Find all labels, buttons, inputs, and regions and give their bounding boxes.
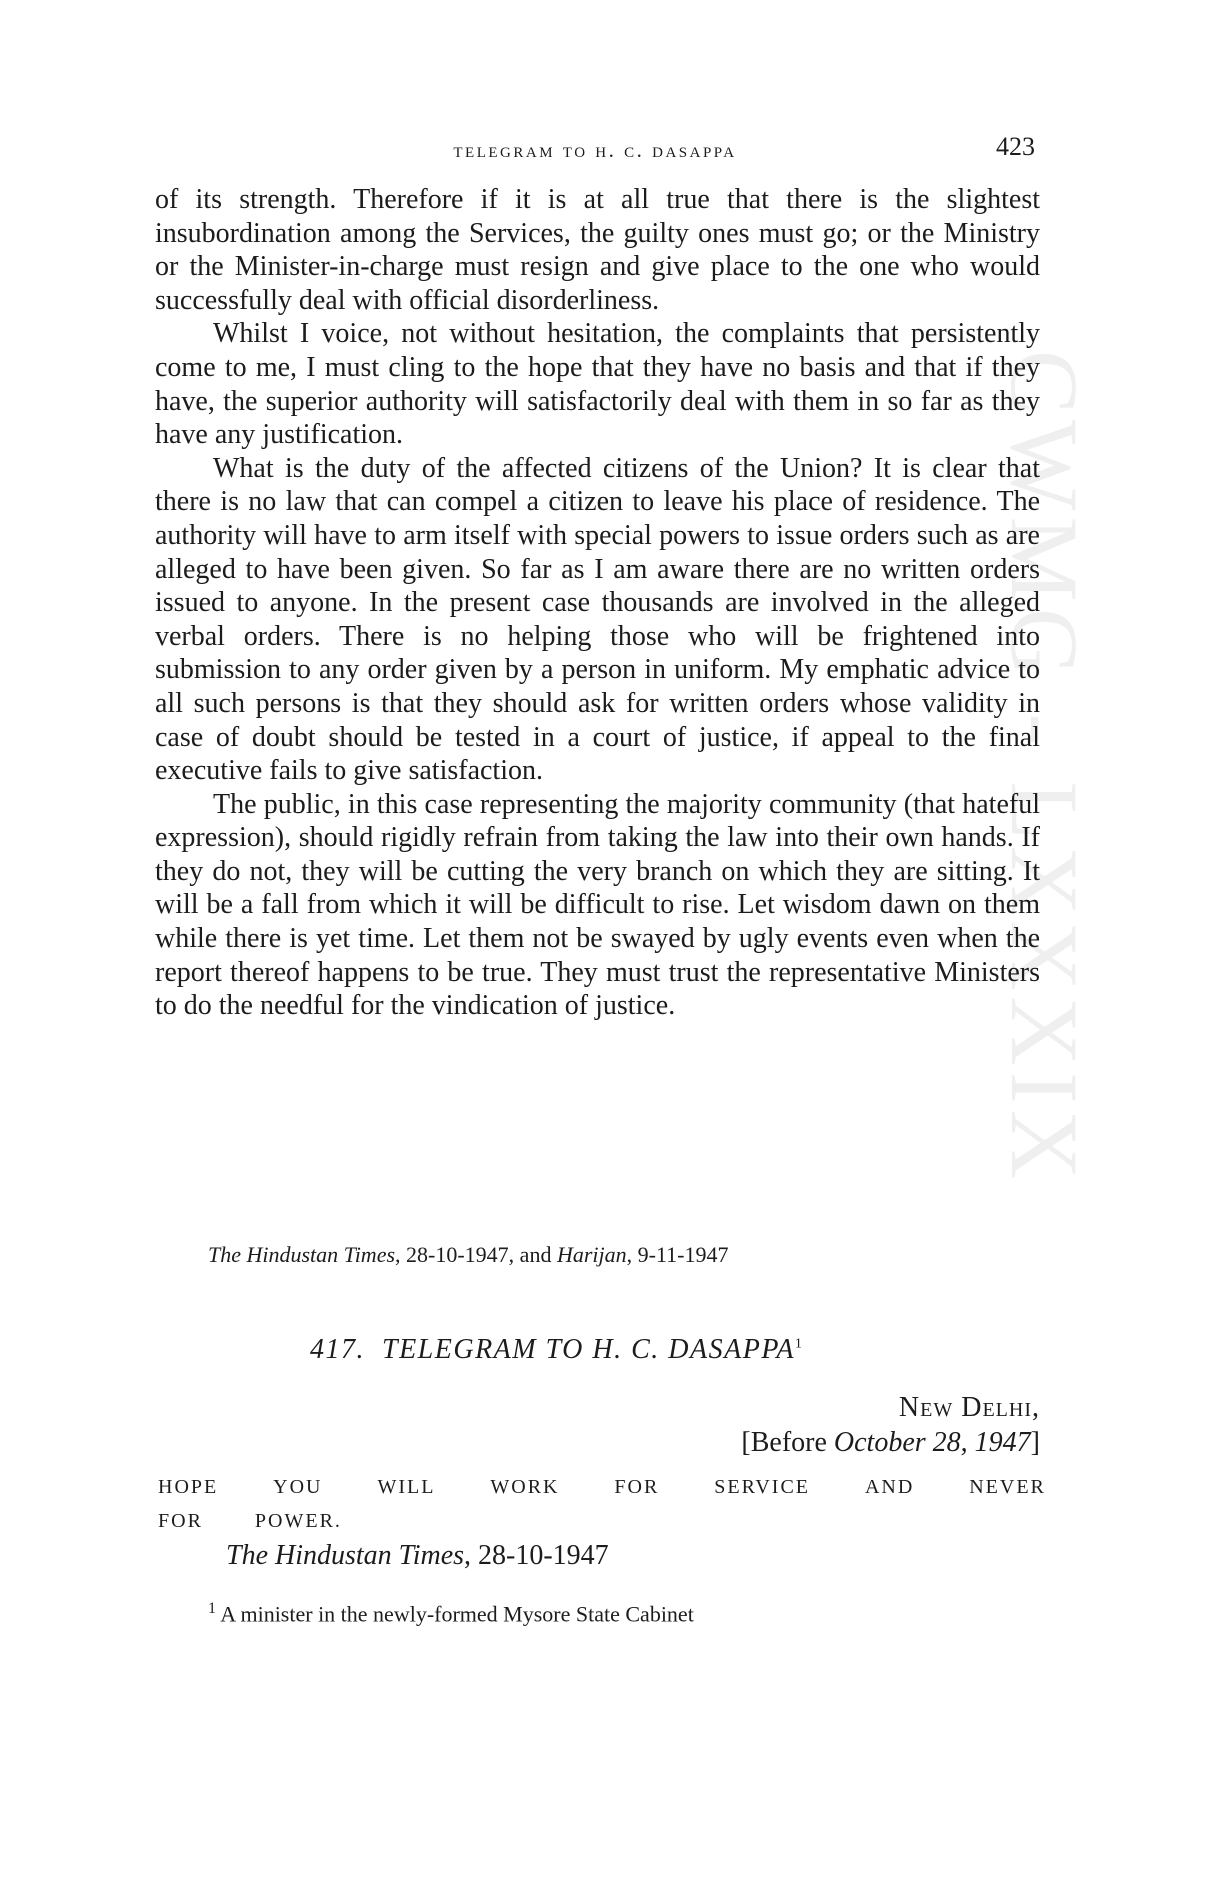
item-number: 417. <box>310 1334 365 1365</box>
footnote-marker: 1 <box>794 1336 804 1352</box>
source-paper-2: Harijan <box>556 1242 627 1267</box>
page-number: 423 <box>996 132 1035 161</box>
date-italic: October 28, 1947 <box>833 1427 1031 1458</box>
source-note <box>208 1240 728 1270</box>
telegram-source <box>226 1540 609 1572</box>
paragraph-4: The public, in this case representing the majority community (that hateful expression), should rigidly refrain from taking the law into their own hands. If they do not, they will be cutting the very branch on which they are sitting. It will be a fall from which it will be difficult to rise. Let wisdom dawn on them while there is yet time. Let them not be swayed by ugly events even when the report thereof happens to be true. They must trust the representative Ministers to do the needful for the vindication of justice. <box>155 788 1040 1022</box>
telegram-row-1 <box>158 1470 1046 1504</box>
source-paper-1: The Hindustan Times <box>208 1242 396 1267</box>
item-title: TELEGRAM TO H. C. DASAPPA <box>382 1334 795 1365</box>
paragraph-3: What is the duty of the affected citizens of the Union? It is clear that there is no law that can compel a citizen to leave his place of residence. The authority will have to arm itself with special powers to issue orders such as are alleged to have been given. So far as I am aware there are no written orders issued to anyone. In the present case thousands are involved in the alleged verbal orders. There is no helping those who will be frightened into submission to any order given by a person in uniform. My emphatic advice to all such persons is that they should ask for written orders whose validity in case of doubt should be tested in a court of justice, if appeal to the final executive fails to give satisfaction. <box>155 452 1040 787</box>
telegram-word: YOU <box>273 1476 323 1498</box>
telegram-word: FOR <box>614 1476 660 1498</box>
source-date-2: , 9-11-1947 <box>626 1242 729 1267</box>
footnote-number: 1 <box>208 1600 216 1617</box>
telegram-word: NEVER <box>969 1476 1046 1498</box>
footnote-text: A minister in the newly-formed Mysore State Cabinet <box>220 1601 694 1627</box>
running-title: telegram to h. c. dasappa <box>453 138 737 162</box>
telegram-text <box>158 1470 1046 1538</box>
telegram-word: WORK <box>490 1476 560 1498</box>
source-date-1: , 28-10-1947, and <box>395 1242 557 1267</box>
telegram-word: POWER. <box>254 1510 342 1532</box>
running-head <box>155 132 1035 166</box>
telegram-word: AND <box>864 1476 915 1498</box>
telegram-word: FOR <box>158 1510 203 1532</box>
telegram-word: SERVICE <box>714 1476 811 1498</box>
item-heading <box>155 1334 1040 1366</box>
telegram-source-paper: The Hindustan Times <box>226 1540 465 1571</box>
telegram-word: HOPE <box>158 1476 219 1498</box>
watermark-text: CWMG - LXXXIX <box>991 350 1098 1186</box>
telegram-word: WILL <box>377 1476 436 1498</box>
footnote <box>208 1600 694 1627</box>
telegram-row-2 <box>158 1504 1046 1538</box>
date-line <box>741 1427 1040 1459</box>
place-line: New Delhi, <box>898 1392 1040 1423</box>
paragraph-1: of its strength. Therefore if it is at all true that there is the slightest insubordination among the Services, the guilty ones must go; or the Ministry or the Minister-in-charge must resign and give place to the one who would successfully deal with official disorderliness. <box>155 184 1040 316</box>
body-text <box>155 183 1040 1023</box>
date-prefix: [Before <box>741 1427 834 1458</box>
date-suffix: ] <box>1030 1427 1040 1458</box>
paragraph-2: Whilst I voice, not without hesitation, the complaints that persistently come to me, I must cling to the hope that they have no basis and that if they have, the superior authority will satisfactorily deal with them in so far as they have any justification. <box>155 318 1040 451</box>
telegram-source-date: , 28-10-1947 <box>464 1540 609 1571</box>
